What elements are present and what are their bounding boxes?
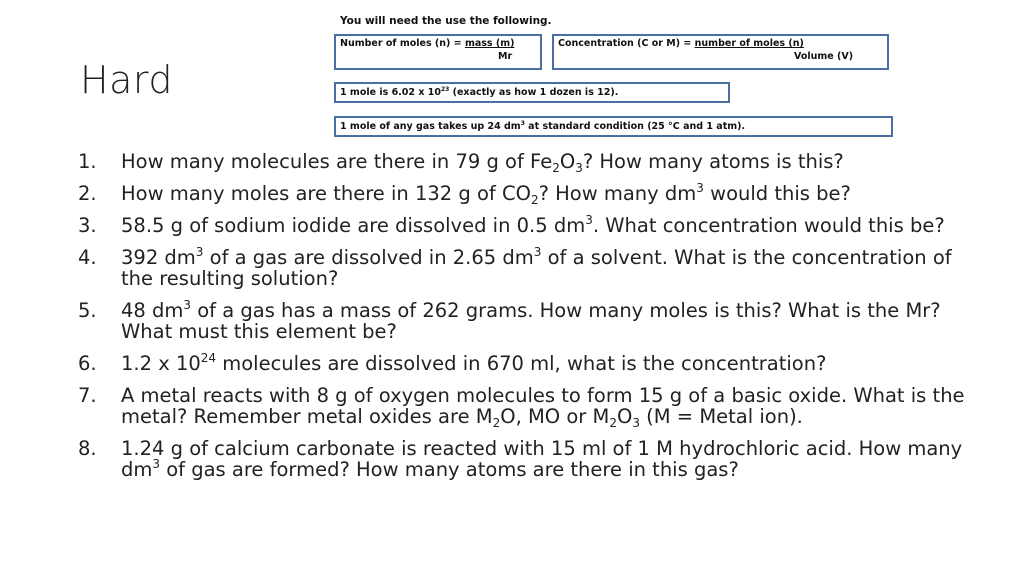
- molar-gas-volume-box: [334, 116, 893, 137]
- question-text: would this be?: [703, 182, 851, 205]
- superscript: 3: [183, 298, 192, 312]
- moles-formula-box: [334, 34, 542, 70]
- gas-volume-exponent: 3: [520, 120, 525, 127]
- question-item: [78, 438, 978, 480]
- concentration-formula-prefix: Concentration (C or M) =: [558, 38, 695, 49]
- question-text: How many molecules are there in 79 g of Fe: [121, 150, 553, 173]
- avogadro-box: [334, 82, 730, 103]
- subscript: 3: [632, 416, 640, 430]
- superscript: 3: [533, 245, 542, 259]
- subscript: 3: [575, 161, 583, 175]
- question-text: A metal reacts with 8 g of oxygen molecules to form 15 g of a basic oxide. What is the metal? Remember metal oxides are M: [121, 384, 965, 428]
- superscript: 3: [152, 457, 161, 471]
- question-text: 1.2 x 10: [121, 352, 201, 375]
- question-text: O: [559, 150, 576, 173]
- moles-formula-denominator: Mr: [498, 51, 513, 62]
- moles-formula-prefix: Number of moles (n) =: [340, 38, 465, 49]
- subscript: 2: [552, 161, 560, 175]
- question-item: [78, 353, 978, 374]
- question-text: (M = Metal ion).: [639, 405, 803, 428]
- gas-volume-text-end: at standard condition (25 °C and 1 atm).: [524, 121, 746, 133]
- question-text: 48 dm: [121, 299, 184, 322]
- avogadro-text-end: (exactly as how 1 dozen is 12).: [449, 87, 619, 99]
- question-item: [78, 215, 978, 236]
- concentration-formula-box: [552, 34, 889, 70]
- subscript: 2: [530, 193, 539, 207]
- subscript: 2: [609, 416, 617, 430]
- superscript: 3: [585, 213, 593, 227]
- question-text: molecules are dissolved in 670 ml, what is the concentration?: [216, 352, 827, 375]
- reference-formulas-image: [330, 12, 900, 138]
- avogadro-exponent: 23: [440, 86, 450, 93]
- question-number: 1.: [78, 150, 97, 173]
- concentration-formula-numerator: number of moles (n): [694, 38, 804, 49]
- reference-heading: You will need the use the following.: [340, 15, 552, 27]
- concentration-formula-denominator: Volume (V): [794, 51, 854, 62]
- moles-formula-numerator: mass (m): [464, 38, 515, 49]
- question-text: How many moles are there in 132 g of CO: [121, 182, 531, 205]
- question-number: 6.: [78, 352, 97, 375]
- question-text: of gas are formed? How many atoms are there in this gas?: [160, 458, 739, 481]
- question-number: 4.: [78, 246, 97, 269]
- question-number: 3.: [78, 214, 97, 237]
- question-text: . What concentration would this be?: [592, 214, 945, 237]
- question-text: of a gas are dissolved in 2.65 dm: [203, 246, 534, 269]
- question-item: [78, 181, 978, 207]
- gas-volume-text: 1 mole of any gas takes up 24 dm: [340, 121, 521, 133]
- question-text: of a gas has a mass of 262 grams. How many moles is this? What is the Mr? What must this element be?: [121, 299, 941, 343]
- question-list: [78, 151, 978, 491]
- slide-title: Hard: [80, 58, 173, 102]
- question-number: 8.: [78, 437, 97, 460]
- question-item: [78, 150, 978, 175]
- question-number: 7.: [78, 384, 97, 407]
- superscript: 3: [696, 181, 704, 195]
- question-number: 2.: [78, 182, 97, 205]
- question-text: of a solvent. What is the concentration of the resulting solution?: [121, 246, 952, 290]
- question-item: [78, 247, 978, 289]
- subscript: 2: [492, 416, 501, 430]
- question-text: O, MO or M: [500, 405, 610, 428]
- question-text: 58.5 g of sodium iodide are dissolved in 0.5 dm: [121, 214, 586, 237]
- superscript: 3: [195, 245, 204, 259]
- question-text: 392 dm: [121, 246, 196, 269]
- question-text: O: [616, 405, 633, 428]
- superscript: 24: [200, 351, 217, 365]
- question-text: ? How many atoms is this?: [582, 150, 844, 173]
- question-item: [78, 384, 978, 430]
- question-text: 1.24 g of calcium carbonate is reacted with 15 ml of 1 M hydrochloric acid. How many dm: [121, 437, 963, 481]
- question-item: [78, 300, 978, 342]
- question-number: 5.: [78, 299, 97, 322]
- avogadro-text: 1 mole is 6.02 x 10: [340, 87, 441, 99]
- question-text: ? How many dm: [538, 182, 697, 205]
